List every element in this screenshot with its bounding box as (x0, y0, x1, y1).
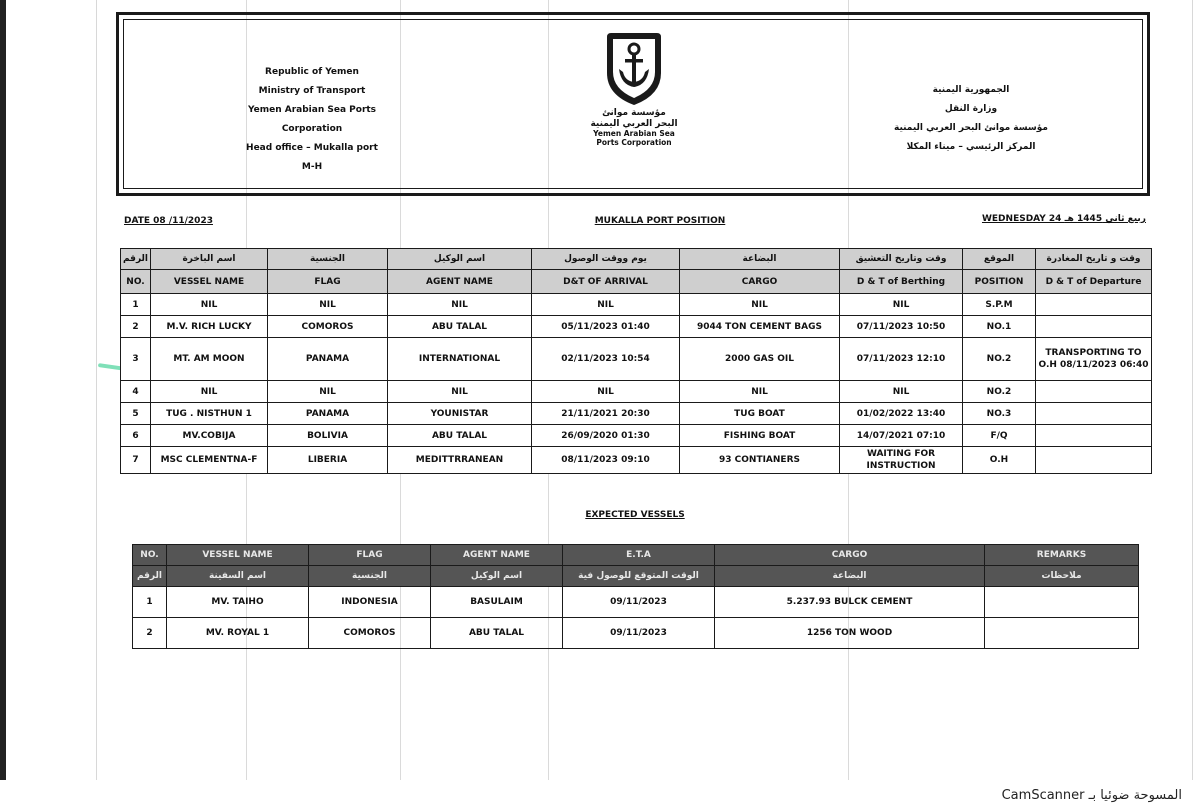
cell-position: O.H (963, 447, 1036, 474)
expected-vessels-title: EXPECTED VESSELS (585, 510, 685, 520)
cell-cargo: 1256 TON WOOD (715, 618, 985, 649)
column-header: NO. (133, 545, 167, 566)
cell-agent: ABU TALAL (431, 618, 563, 649)
table-row (121, 338, 1152, 381)
cell-cargo: NIL (680, 294, 840, 316)
column-header: الموقع (963, 249, 1036, 270)
cell-no: 1 (133, 587, 167, 618)
cell-flag: NIL (268, 294, 388, 316)
cell-agent: INTERNATIONAL (388, 338, 532, 381)
cell-vessel: M.V. RICH LUCKY (151, 316, 268, 338)
cell-arrival: 08/11/2023 09:10 (532, 447, 680, 474)
column-header: اسم الوكيل (388, 249, 532, 270)
cell-arrival: 21/11/2021 20:30 (532, 403, 680, 425)
cell-flag: NIL (268, 381, 388, 403)
letterhead-english (219, 63, 405, 177)
cell-arrival: 02/11/2023 10:54 (532, 338, 680, 381)
cell-cargo: TUG BOAT (680, 403, 840, 425)
column-header: D & T of Departure (1036, 270, 1152, 294)
column-header: AGENT NAME (388, 270, 532, 294)
letterhead (116, 12, 1150, 196)
cell-departure (1036, 403, 1152, 425)
cell-berthing: 14/07/2021 07:10 (840, 425, 963, 447)
cell-position: NO.2 (963, 338, 1036, 381)
cell-departure (1036, 294, 1152, 316)
table-row (121, 316, 1152, 338)
column-header: POSITION (963, 270, 1036, 294)
column-header: الجنسية (268, 249, 388, 270)
cell-vessel: NIL (151, 381, 268, 403)
logo-arabic-name: مؤسسة موانئ (602, 108, 666, 118)
cell-vessel: TUG . NISTHUN 1 (151, 403, 268, 425)
cell-flag: LIBERIA (268, 447, 388, 474)
report-day: WEDNESDAY 24 ربيع ثاني 1445 هـ (981, 214, 1146, 224)
cell-position: S.P.M (963, 294, 1036, 316)
table-row (133, 587, 1139, 618)
cell-berthing: NIL (840, 294, 963, 316)
cell-no: 5 (121, 403, 151, 425)
cell-flag: BOLIVIA (268, 425, 388, 447)
cell-cargo: 5.237.93 BULCK CEMENT (715, 587, 985, 618)
column-header: VESSEL NAME (167, 545, 309, 566)
cell-berthing: 07/11/2023 10:50 (840, 316, 963, 338)
report-date: DATE 08 /11/2023 (124, 216, 213, 226)
logo-arabic-name: البحر العربي اليمنية (590, 119, 678, 129)
cell-position: F/Q (963, 425, 1036, 447)
cell-departure (1036, 425, 1152, 447)
cell-agent: NIL (388, 381, 532, 403)
cell-departure (1036, 316, 1152, 338)
column-header: D & T of Berthing (840, 270, 963, 294)
column-header: اسم الوكيل (431, 566, 563, 587)
cell-agent: BASULAIM (431, 587, 563, 618)
port-position-table (120, 248, 1152, 474)
cell-position: NO.2 (963, 381, 1036, 403)
cell-flag: PANAMA (268, 338, 388, 381)
cell-agent: NIL (388, 294, 532, 316)
column-header: اسم الباخرة (151, 249, 268, 270)
cell-departure (1036, 381, 1152, 403)
column-header: البضاعة (680, 249, 840, 270)
table-row (121, 425, 1152, 447)
cell-position: NO.1 (963, 316, 1036, 338)
table-row (121, 403, 1152, 425)
cell-flag: COMOROS (309, 618, 431, 649)
cell-no: 2 (133, 618, 167, 649)
column-header: وقت و تاريخ المغادرة (1036, 249, 1152, 270)
header-row-arabic (133, 566, 1139, 587)
page-edge-right (1192, 0, 1193, 780)
column-header: REMARKS (985, 545, 1139, 566)
cell-no: 1 (121, 294, 151, 316)
cell-arrival: 05/11/2023 01:40 (532, 316, 680, 338)
cell-berthing: WAITING FOR INSTRUCTION (840, 447, 963, 474)
cell-eta: 09/11/2023 (563, 587, 715, 618)
cell-no: 6 (121, 425, 151, 447)
cell-flag: PANAMA (268, 403, 388, 425)
column-header: الرقم (133, 566, 167, 587)
cell-vessel: NIL (151, 294, 268, 316)
cell-vessel: MT. AM MOON (151, 338, 268, 381)
table-row (133, 618, 1139, 649)
header-line: وزارة النقل (944, 104, 998, 114)
header-row-english (121, 270, 1152, 294)
cell-arrival: NIL (532, 294, 680, 316)
scanner-watermark (0, 780, 1200, 811)
cell-agent: MEDITTRRANEAN (388, 447, 532, 474)
header-line: Republic of Yemen (265, 67, 359, 77)
report-title: MUKALLA PORT POSITION (594, 216, 726, 226)
column-header: الوقت المتوقع للوصول فية (563, 566, 715, 587)
column-header: الرقم (121, 249, 151, 270)
cell-cargo: 2000 GAS OIL (680, 338, 840, 381)
column-header: البضاعة (715, 566, 985, 587)
expected-vessels-table (132, 544, 1139, 649)
header-line: Head office – Mukalla port (246, 143, 378, 153)
cell-vessel: MV.COBIJA (151, 425, 268, 447)
header-line: مؤسسة موانئ البحر العربي اليمنية (894, 123, 1048, 133)
header-line: M-H (301, 162, 323, 172)
header-line: Yemen Arabian Sea Ports Corporation (247, 105, 377, 134)
cell-agent: ABU TALAL (388, 425, 532, 447)
cell-departure: TRANSPORTING TO O.H 08/11/2023 06:40 (1036, 338, 1152, 381)
anchor-logo-icon (601, 29, 667, 107)
cell-cargo: NIL (680, 381, 840, 403)
cell-remarks (985, 587, 1139, 618)
column-header: CARGO (680, 270, 840, 294)
page-edge-left (96, 0, 97, 780)
column-header: يوم ووقت الوصول (532, 249, 680, 270)
cell-flag: COMOROS (268, 316, 388, 338)
cell-arrival: NIL (532, 381, 680, 403)
table-row (121, 447, 1152, 474)
column-header: FLAG (309, 545, 431, 566)
letterhead-arabic (891, 81, 1051, 157)
cell-agent: YOUNISTAR (388, 403, 532, 425)
cell-cargo: 9044 TON CEMENT BAGS (680, 316, 840, 338)
column-header: D&T OF ARRIVAL (532, 270, 680, 294)
cell-agent: ABU TALAL (388, 316, 532, 338)
scan-edge (0, 0, 6, 811)
cell-eta: 09/11/2023 (563, 618, 715, 649)
cell-berthing: 01/02/2022 13:40 (840, 403, 963, 425)
logo-english-name: Yemen Arabian Sea (593, 129, 675, 138)
header-row-english (133, 545, 1139, 566)
cell-arrival: 26/09/2020 01:30 (532, 425, 680, 447)
cell-berthing: NIL (840, 381, 963, 403)
column-header: وقت وتاريخ التعشيق (840, 249, 963, 270)
header-row-arabic (121, 249, 1152, 270)
column-header: E.T.A (563, 545, 715, 566)
header-line: المركز الرئيسي – ميناء المكلا (906, 142, 1036, 152)
cell-berthing: 07/11/2023 12:10 (840, 338, 963, 381)
logo-english-name: Ports Corporation (596, 138, 672, 147)
watermark-text: CamScanner المسوحة ضوئيا بـ (1001, 788, 1182, 803)
header-line: الجمهورية اليمنية (932, 85, 1010, 95)
column-header: VESSEL NAME (151, 270, 268, 294)
cell-departure (1036, 447, 1152, 474)
header-line: Ministry of Transport (258, 86, 366, 96)
cell-no: 2 (121, 316, 151, 338)
column-header: ملاحظات (985, 566, 1139, 587)
column-header: اسم السفينة (167, 566, 309, 587)
column-header: الجنسية (309, 566, 431, 587)
cell-cargo: 93 CONTIANERS (680, 447, 840, 474)
cell-no: 4 (121, 381, 151, 403)
cell-remarks (985, 618, 1139, 649)
corporation-logo (574, 29, 694, 147)
cell-cargo: FISHING BOAT (680, 425, 840, 447)
column-header: NO. (121, 270, 151, 294)
column-header: AGENT NAME (431, 545, 563, 566)
column-header: FLAG (268, 270, 388, 294)
cell-flag: INDONESIA (309, 587, 431, 618)
cell-vessel: MV. TAIHO (167, 587, 309, 618)
table-row (121, 294, 1152, 316)
cell-no: 7 (121, 447, 151, 474)
cell-no: 3 (121, 338, 151, 381)
cell-vessel: MSC CLEMENTNA-F (151, 447, 268, 474)
column-header: CARGO (715, 545, 985, 566)
cell-position: NO.3 (963, 403, 1036, 425)
cell-vessel: MV. ROYAL 1 (167, 618, 309, 649)
table-row (121, 381, 1152, 403)
